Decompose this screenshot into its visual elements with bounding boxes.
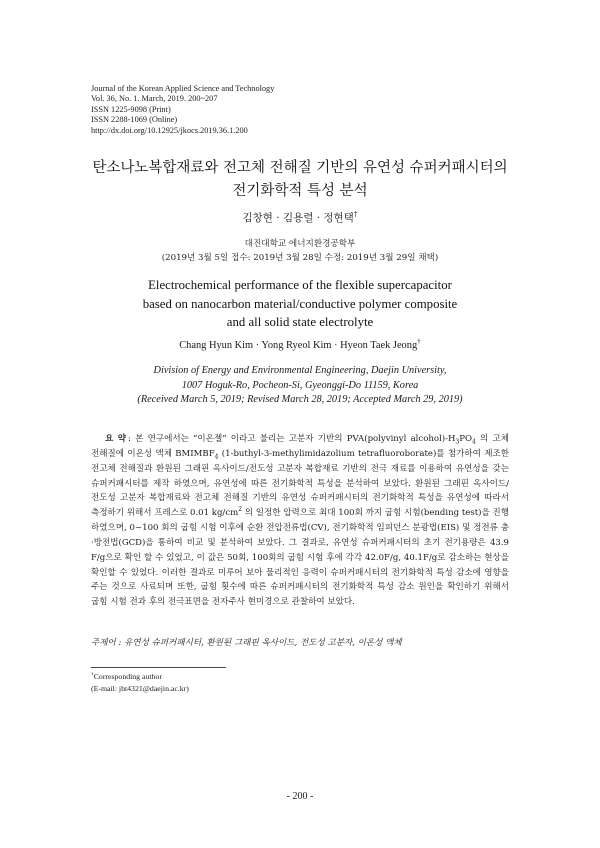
abstract-text-2: PO [459,434,472,444]
authors-english-names: Chang Hyun Kim · Yong Ryeol Kim · Hyeon Taek Jeong [179,340,418,351]
affiliation-english-line1: Division of Energy and Environmental Engineering, Daejin University, [153,365,447,376]
journal-name: Journal of the Korean Applied Science and Technology [91,84,275,93]
authors-korean [0,210,600,225]
authors-korean-names: 김창현 · 김용렬 · 정현택 [242,212,354,224]
title-english-line1: Electrochemical performance of the flexible supercapacitor [148,278,452,292]
abstract-sub-3: 4 [214,453,219,461]
footnote-email: (E-mail: jht4321@daejin.ac.kr) [91,683,189,693]
title-korean-line2: 전기화학적 특성 분석 [232,183,368,199]
issn-print: ISSN 1225-9098 (Print) [91,104,171,114]
footnote-label: Corresponding author [93,672,162,681]
affiliation-korean [0,237,600,265]
footnote-mark: † [91,671,94,678]
title-english-line2: based on nanocarbon material/conductive polymer composite [142,296,458,311]
abstract [91,432,509,610]
affiliation-korean-name: 대진대학교 에너지환경공학부 [244,239,356,249]
abstract-text-1: : 본 연구에서는 “이온젤” 이라고 불리는 고분자 기반의 PVA(polyvinyl alcohol)-H [128,434,456,444]
affiliation-english-line2: 1007 Hoguk-Ro, Pocheon-Si, Gyeonggi-Do 11159, Korea [181,379,419,391]
abstract-text-3: 의 고체 전해질에 이온성 액체 BMIMBF [91,434,509,459]
title-korean-line1: 탄소나노복합재료와 전고체 전해질 기반의 유연성 슈퍼커패시터의 [92,160,508,176]
keywords: 주제어 : 유연성 슈퍼커패시터, 환원된 그래핀 옥사이드, 전도성 고분자, 이온성 액체 [91,638,402,648]
dates-korean: (2019년 3월 5일 접수: 2019년 3월 28일 수정: 2019년 3월 29일 채택) [161,253,439,263]
footnote [91,671,189,694]
abstract-sup-1: 2 [238,506,243,514]
title-korean [0,157,600,203]
abstract-label: 요 약 [105,434,126,444]
journal-info [91,84,274,136]
title-english [0,276,600,332]
journal-volume: Vol. 36, No. 1. March, 2019. 200~207 [91,94,218,104]
authors-english [0,337,600,351]
title-english-line3: and all solid state electrolyte [226,315,374,329]
abstract-text-5: 의 일정한 압력으로 최대 100회 까지 굽힘 시험(bending test)을 진행 하였으며, 0~100 회의 굽힘 시험 이후에 순환 전압전류법(CV), 전기화학적 임피던스 분광법(EIS) 및 정전류 충·방전법(GCD)을 통하여 비교 및 분석하여 보았다. 그 결과로, 유연성 슈퍼커패시터의 초기 전기용량은 43.9 F/g으로 확인 할 수 있었고, 이 값은 50회, 100회의 굽힘 시험 후에 각각 42.0F/g, 40.1F/g로 감소하는 현상을 확인할 수 있었다. 이러한 결과로 미루어 보아 물리적인 응력이 슈퍼커패시터의 전기화학적 특성 감소에 영향을 주는 것으로 사료되며 또한, 굽힘 횟수에 따른 슈퍼커패시터의 전기화학적 특성 감소 원인을 확인하기 위해서 굽힘 시험 전과 후의 전극표면을 전자주사 현미경으로 관찰하여 보았다. [91,508,510,608]
affiliation-english [0,364,600,408]
abstract-sub-1: 3 [455,438,460,446]
issn-online: ISSN 2288-1069 (Online) [91,115,178,125]
footnote-divider [91,667,226,668]
abstract-text-4: (1-buthyl-3-methylimidazolium tetrafluoroborate)를 첨가하여 제조한 전고체 전해질과 환원된 그래핀 옥사이드/전도성 고분자 복합재료 기반의 전극 재료를 이용하여 유연성을 갖는 슈퍼커패시터를 제작 하였으며, 유연성에 따른 전기화학적 특성을 분석하여 보았다. 환원된 그래핀 옥사이드/전도성 고분자 복합재료와 전고체 전해질 기반의 유연성 슈퍼커패시터의 전기화학적 특성을 유연성에 따라서 측정하기 위해서 프레스로 0.01 kg/cm [91,448,509,519]
dates-english: (Received March 5, 2019; Revised March 28, 2019; Accepted March 29, 2019) [137,394,463,406]
corresponding-mark-en: † [417,337,421,346]
doi-link[interactable]: http://dx.doi.org/10.12925/jkocs.2019.36.1.200 [91,125,248,135]
page-number: - 200 - [286,791,314,802]
corresponding-mark: † [353,209,358,219]
abstract-sub-2: 4 [471,438,476,446]
